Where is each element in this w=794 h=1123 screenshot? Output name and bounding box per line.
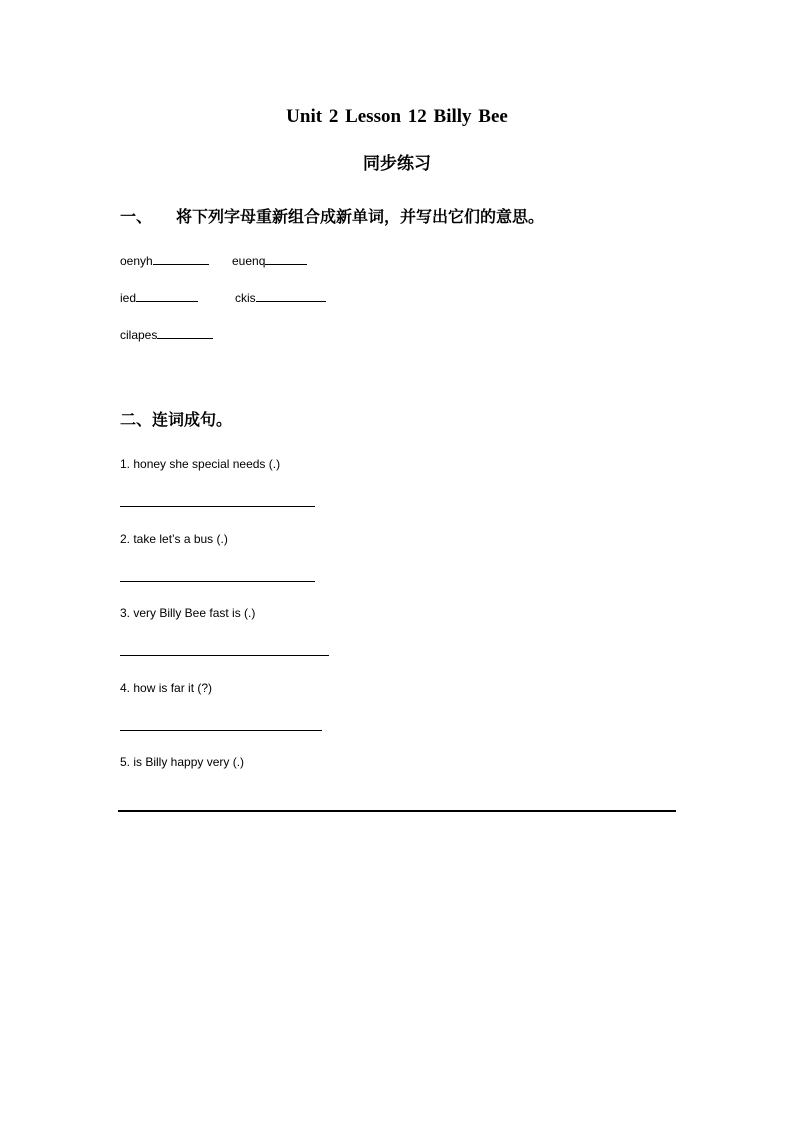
section-1-heading [120,204,544,227]
question-text: 4. how is far it (?) [120,681,213,695]
word-blank[interactable] [265,254,307,265]
scrambled-word-item [120,291,198,305]
section-1-number: 一、 [120,207,153,226]
question-text: 5. is Billy happy very (.) [120,755,245,769]
answer-line[interactable] [120,655,329,656]
scrambled-word-item [120,254,209,268]
scrambled-word: euenq [232,254,266,268]
question-text: 1. honey she special needs (.) [120,457,281,471]
section-2-heading: 二、连词成句。 [120,410,233,429]
word-blank[interactable] [256,291,326,302]
scrambled-word: oenyh [120,254,153,268]
scrambled-word-item [120,328,213,342]
page-subtitle: 同步练习 [363,154,431,174]
scrambled-word-item [235,291,326,305]
word-blank[interactable] [157,328,213,339]
answer-line[interactable] [120,581,315,582]
word-blank[interactable] [153,254,209,265]
scrambled-word: cilapes [120,328,158,342]
word-blank[interactable] [136,291,198,302]
page-title: Unit 2 Lesson 12 Billy Bee [286,106,508,127]
answer-line[interactable] [120,730,322,731]
scrambled-word: ied [120,291,137,305]
horizontal-divider [118,810,676,812]
answer-line[interactable] [120,506,315,507]
scrambled-word-item [232,254,307,268]
scrambled-word: ckis [235,291,256,305]
question-text: 2. take let’s a bus (.) [120,532,228,546]
question-text: 3. very Billy Bee fast is (.) [120,606,256,620]
section-1-instruction: 将下列字母重新组合成新单词，并写出它们的意思。 [176,207,545,226]
